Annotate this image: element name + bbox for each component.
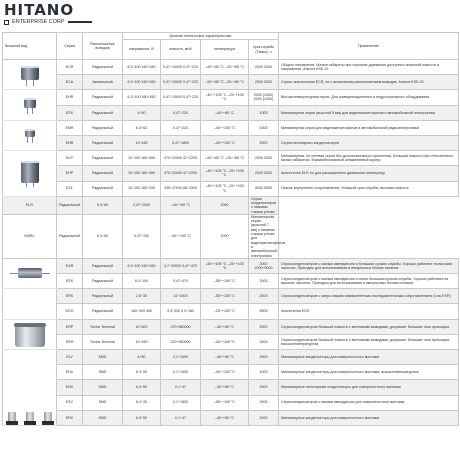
capacitor-image-cell [3,151,57,197]
cell-app: Аналогична ELP, но для расширенного диапазона температур [279,166,459,181]
table-row [3,304,459,319]
cell-series: ELP [57,151,83,166]
cell-app: Серия конденсаторов с малым импедансом для поверхностного монтажа [279,395,459,410]
cell-app: Миниатюрные конденсаторы для поверхностного монтажа [279,410,459,425]
cell-series: ERV [57,410,83,425]
cell-cap: 0,47÷220 [161,105,201,120]
cell-voltage: 6,3÷100 160÷450 [123,75,161,90]
table-row [3,90,459,105]
header-application: Применение [279,33,459,60]
table-header-row [3,33,459,40]
cell-app: Серия конденсаторов с малым импедансом и очень большим сроком службы. Хорошо работают на высоких частотах. Пригодны для использования в импульсных блоках питания [279,274,459,289]
cell-leads: Радиальный [83,120,123,135]
cell-series: ELR [3,196,57,214]
cell-cap: 0,47÷10000 0,47÷220 [161,90,201,105]
cell-temp: –40÷+105 °C –25÷+105 °C [201,90,249,105]
cell-life: 2000 (1000) 2000 (1000) [249,90,279,105]
table-row [3,60,459,75]
header-capacitance: емкость, мкФ [161,40,201,60]
table-row [3,274,459,289]
cell-leads: SMD [83,380,123,395]
radial-capacitor-icon [24,98,36,114]
cell-series: EGG [57,304,83,319]
cell-temp: –40÷+85 °C –25÷+85 °C [201,75,249,90]
cell-series: ERP [57,319,83,334]
cell-life: 1000 [249,365,279,380]
cell-life: 2000 [249,135,279,150]
cell-temp: –40÷+85 °C –25÷+85 °C [201,151,249,166]
brand-subtitle-text: ENTERPRISE CORP [12,19,65,25]
cell-leads: Screw Terminal [83,334,123,349]
cell-leads: SMD [83,349,123,364]
header-specs: Краткие технические характеристики [123,33,279,40]
cell-leads: SMD [83,365,123,380]
table-row [3,181,459,196]
cell-cap: 0,47÷1800 [161,135,201,150]
capacitor-image-cell [3,319,57,349]
cell-app: Серия конденсаторов большой емкости с винтовыми выводами, допускает большие токи пульсации, высокотемпературная [279,334,459,349]
cell-leads: Радиальный [83,105,123,120]
cell-temp: –40÷+85 °C –25÷+85 °C [201,60,249,75]
table-row [3,334,459,349]
header-view: Внешний вид [3,33,57,60]
cell-voltage: 6,3÷50 [123,410,161,425]
cell-app: Аналогична EGS [279,304,459,319]
table-row [3,196,459,214]
table-row [3,151,459,166]
cell-life: 2000 [249,334,279,349]
cell-voltage: 4÷50 [123,105,161,120]
cell-cap: 4,7÷33000 0,47÷470 [161,258,201,273]
cell-life: 5000 5000 [249,181,279,196]
header-leads: Расположение выводов [83,33,123,60]
radial-capacitor-icon [25,129,35,143]
cell-voltage: 10÷450 [123,334,161,349]
capacitor-table [2,32,459,426]
cell-temp: –40÷+105 °C [201,135,249,150]
cell-voltage: 10÷160 [123,135,161,150]
cell-life: 2000 [249,410,279,425]
cell-life: 2000 2000 [249,60,279,75]
table-row [3,258,459,273]
cell-voltage: 10÷500 [123,319,161,334]
cell-series: EXR [57,258,83,273]
cell-leads: Аксиальный [83,75,123,90]
cell-cap: 0,47÷100 [123,214,161,258]
cell-temp: –40÷+105 °C [161,214,201,258]
cell-series: EHR [57,90,83,105]
cell-cap: 0,47÷10000 0,47÷220 [161,60,201,75]
cell-voltage: 2,5÷35 [123,289,161,304]
cell-life: 2000 [249,380,279,395]
cell-life: 2000 [249,289,279,304]
table-row [3,214,459,258]
cell-app: Миниатюрные неполярные конденсаторы для поверхностного монтажа [279,380,459,395]
cell-life: 1000 [249,120,279,135]
header-temperature: температура [201,40,249,60]
cell-leads: Радиальный [83,135,123,150]
table-body [3,60,459,426]
cell-cap: 220÷560000 [161,334,201,349]
header-series: Серия [57,33,83,60]
cell-series: ERS [57,289,83,304]
table-row [3,365,459,380]
cell-voltage: 6,3÷100 [123,274,161,289]
cell-app: Серия неполярных конденсаторов [279,135,459,150]
cell-cap: 0,1÷47 [161,410,201,425]
capacitor-image-cell [3,60,57,90]
header-voltage: напряжение, В [123,40,161,60]
table-row [3,395,459,410]
cell-cap: 270÷680000 [161,319,201,334]
cell-life: 2000 2000 [249,75,279,90]
cell-series: EXL [57,181,83,196]
capacitor-image-cell [3,349,57,425]
cell-temp: –40÷+105 °C [201,120,249,135]
cell-app: Серия конденсаторов с сверх-низким эквивалентным последовательным сопротивлением (Low ESR) [279,289,459,304]
screw-terminal-capacitor-icon [15,323,45,347]
table-row [3,319,459,334]
table-row [3,380,459,395]
cell-temp: –40÷+85 °C [201,319,249,334]
cell-temp: –40÷+105 °C –25÷+105 °C [201,166,249,181]
cell-life: 2000 2000 [249,166,279,181]
cell-app: Серия конденсаторов большой емкости с винтовыми выводами, допускает большие токи пульсации [279,319,459,334]
cell-series: EHP [57,166,83,181]
cell-app: Миниатюрная серия для видеомагнитофонов и автомобильной радиоэлектроники [279,120,459,135]
header-life: срок службы (Тмакс), ч [249,40,279,60]
cell-app: Миниатюрная серия (высотой 5 мм) для видеомагнитофонов и автомобильной электроники [279,105,459,120]
smd-capacitor-icon [5,411,19,425]
cell-cap: 330÷47000 68÷1500 [161,181,201,196]
cell-series: ENR [57,135,83,150]
cell-leads: Радиальный [57,214,83,258]
cell-life: 2000 [201,196,249,214]
cell-life: 2000 [249,395,279,410]
cell-cap: 0,1÷1800 [161,395,201,410]
cell-series: EMR [57,120,83,135]
cell-life: 5000 [249,304,279,319]
cell-leads: Радиальный [57,196,83,214]
cell-voltage: 6,3÷100 160÷450 [123,258,161,273]
cell-life: 2000 [249,349,279,364]
table-row [3,75,459,90]
cell-voltage: 4÷50 [123,349,161,364]
cell-cap: 470÷22000 47÷2200 [161,166,201,181]
cell-leads: Радиальный [83,60,123,75]
cell-leads: Радиальный [83,181,123,196]
cell-series: ECA [57,75,83,90]
cell-leads: Screw Terminal [83,319,123,334]
cell-voltage: 6,3÷63 [83,214,123,258]
cell-temp: –40÷+85 °C [201,105,249,120]
capacitor-image-cell [3,258,57,288]
cell-voltage: 6,3÷50 [123,365,161,380]
cell-temp: –40÷+85 °C [201,410,249,425]
cell-voltage: 160÷400 450 [123,304,161,319]
smd-capacitor-group [3,350,56,425]
cell-temp: –40÷+105 °C [201,334,249,349]
cell-life: 1000 [201,214,249,258]
cell-leads: Радиальный [83,304,123,319]
cell-temp: –55÷+105 °C [201,395,249,410]
brand-name: HITANO [4,1,75,19]
table-row [3,166,459,181]
cell-cap: 470÷22000 47÷2200 [161,151,201,166]
cell-leads: Радиальный [83,90,123,105]
cell-temp: –40÷+105 °C [201,365,249,380]
cell-app: Серия конденсаторов с малым импедансом и большим сроком службы. Хорошо работают на высоких частотах. Пригодны для использования в импульсных блоках питания [279,258,459,273]
capacitor-image-cell [3,120,57,150]
snap-in-capacitor-icon [21,161,39,187]
cell-voltage: 6,3÷100 160÷450 [123,90,161,105]
cell-app: Миниатюрная серия (высотой 7 мм) с низкими токами утечки для видеомагнитофонов и автомобильной электроники [249,214,279,258]
cell-life: 2000 2000÷5000 [249,258,279,273]
brand-logo [4,2,92,25]
smd-capacitor-icon [23,411,37,425]
capacitor-image-cell [3,289,57,319]
cell-app: Серия конденсаторов с низкими токами утечки [249,196,279,214]
cell-voltage: 6,3÷100 160÷450 [123,60,161,75]
cell-voltage: 6,3÷63 [83,196,123,214]
cell-leads: Радиальный [83,166,123,181]
cell-series: ECR [57,60,83,75]
cell-temp: –55÷+105 °C –25÷+105 °C [201,258,249,273]
cell-leads: SMD [83,395,123,410]
cell-temp: –40÷+85 °C [201,349,249,364]
brand-subtitle [4,19,92,25]
cell-voltage: 6,3÷50 [123,380,161,395]
cell-series: EHV [57,365,83,380]
cell-series: EMRL [3,214,57,258]
cell-life: 1000 [249,105,279,120]
cell-temp: –40÷+85 °C [201,380,249,395]
cell-app: Серия, аналогичная ECR, но с аксиальным расположением выводов. Аналог KSE-24 [279,75,459,90]
cell-series: ENV [57,380,83,395]
cell-temp: –25÷+105 °C [201,304,249,319]
cell-series: ERH [57,334,83,349]
cell-voltage: 6,3÷63 [123,120,161,135]
cell-temp: –40÷+105 °C –25÷+105 °C [201,181,249,196]
cell-cap: 0,47÷10000 0,47÷220 [161,75,201,90]
cell-app: Высокотемпературная серия. Для коммуникационного и индустриального оборудования [279,90,459,105]
table-row [3,105,459,120]
cell-voltage: 10÷100 160÷450 [123,151,161,166]
cell-cap: 0,1÷1500 [161,349,201,364]
cell-app: Миниатюрная, но сетевая серия без допологательного крепления. Большая емкость при относительно малых габаритах. Взрывобезопасный алюминиевый корпус [279,151,459,166]
cell-leads: Радиальный [83,274,123,289]
cell-cap: 0,47÷470 [161,274,201,289]
cell-cap: 0,1÷1000 [161,365,201,380]
cell-leads: Радиальный [83,151,123,166]
smd-capacitor-icon [41,411,55,425]
table-row [3,135,459,150]
axial-capacitor-icon [10,268,50,278]
table-row [3,120,459,135]
cell-leads: Радиальный [83,258,123,273]
table-row [3,289,459,304]
cell-app: Низкое внутреннее сопротивление, большой срок службы, высокая емкость [279,181,459,196]
cell-temp: –40÷+85 °C [161,196,201,214]
cell-life: 2000 [249,319,279,334]
radial-capacitor-icon [21,66,39,86]
table-row [3,349,459,364]
cell-life: 2000 2000 [249,151,279,166]
cell-series: EZV [57,395,83,410]
cell-series: ELV [57,349,83,364]
cell-series: ESX [57,274,83,289]
logo-bar-icon [68,21,92,23]
cell-voltage: 6,3÷35 [123,395,161,410]
cell-leads: SMD [83,410,123,425]
capacitor-image-cell [3,90,57,120]
table-row [3,410,459,425]
cell-leads: Радиальный [83,289,123,304]
cell-voltage: 10÷100 160÷250 [123,181,161,196]
cell-app: Миниатюрные конденсаторы для поверхностного монтажа, высокотемпературные [279,365,459,380]
cell-cap: 22÷1000 [161,289,201,304]
cell-temp: –55÷+105 °C [201,289,249,304]
cell-cap: 0,47÷1000 [123,196,161,214]
cell-series: ESX [57,105,83,120]
cell-temp: –55÷+105 °C [201,274,249,289]
logo-square-icon [4,20,9,25]
cell-voltage: 10÷100 160÷450 [123,166,161,181]
cell-app: Миниатюрные конденсаторы для поверхностного монтажа [279,349,459,364]
cell-cap: 3,3÷330 3,3÷180 [161,304,201,319]
cell-cap: 0,1÷47 [161,380,201,395]
cell-app: Общего назначения. Малые габариты при хорошем диапазоне доступных значений емкости и напряжения. Аналог KSE-23 [279,60,459,75]
page-header [0,0,460,30]
cell-life: 2000 [249,274,279,289]
cell-cap: 0,47÷220 [161,120,201,135]
